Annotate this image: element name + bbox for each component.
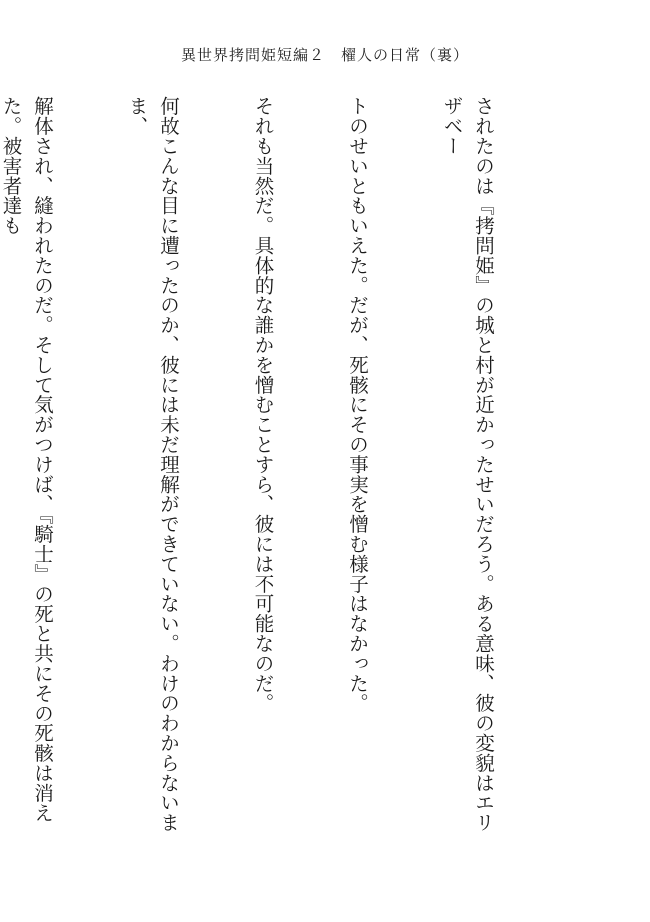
text-line: 解体され、縫われたのだ。そして気がつけば、『騎士』の死と共にその死骸は消えた。被害者達も [0, 96, 54, 823]
text-line: それも当然だ。具体的な誰かを憎むことすら、彼には不可能なのだ。 [251, 96, 275, 713]
text-line: トのせいともいえた。だが、死骸にその事実を憎む様子はなかった。 [346, 96, 369, 713]
page-header: 異世界拷問姫短編２ 櫂人の日常（裏） [180, 46, 469, 64]
body-text [0, 96, 562, 836]
text-line: 何故こんな目に遭ったのか、彼には未だ理解ができていない。わけのわからないまま、 [125, 96, 180, 833]
text-line: されたのは『拷問姫』の城と村が近かったせいだろう。ある意味、彼の変貌はエリザベー [440, 96, 495, 833]
